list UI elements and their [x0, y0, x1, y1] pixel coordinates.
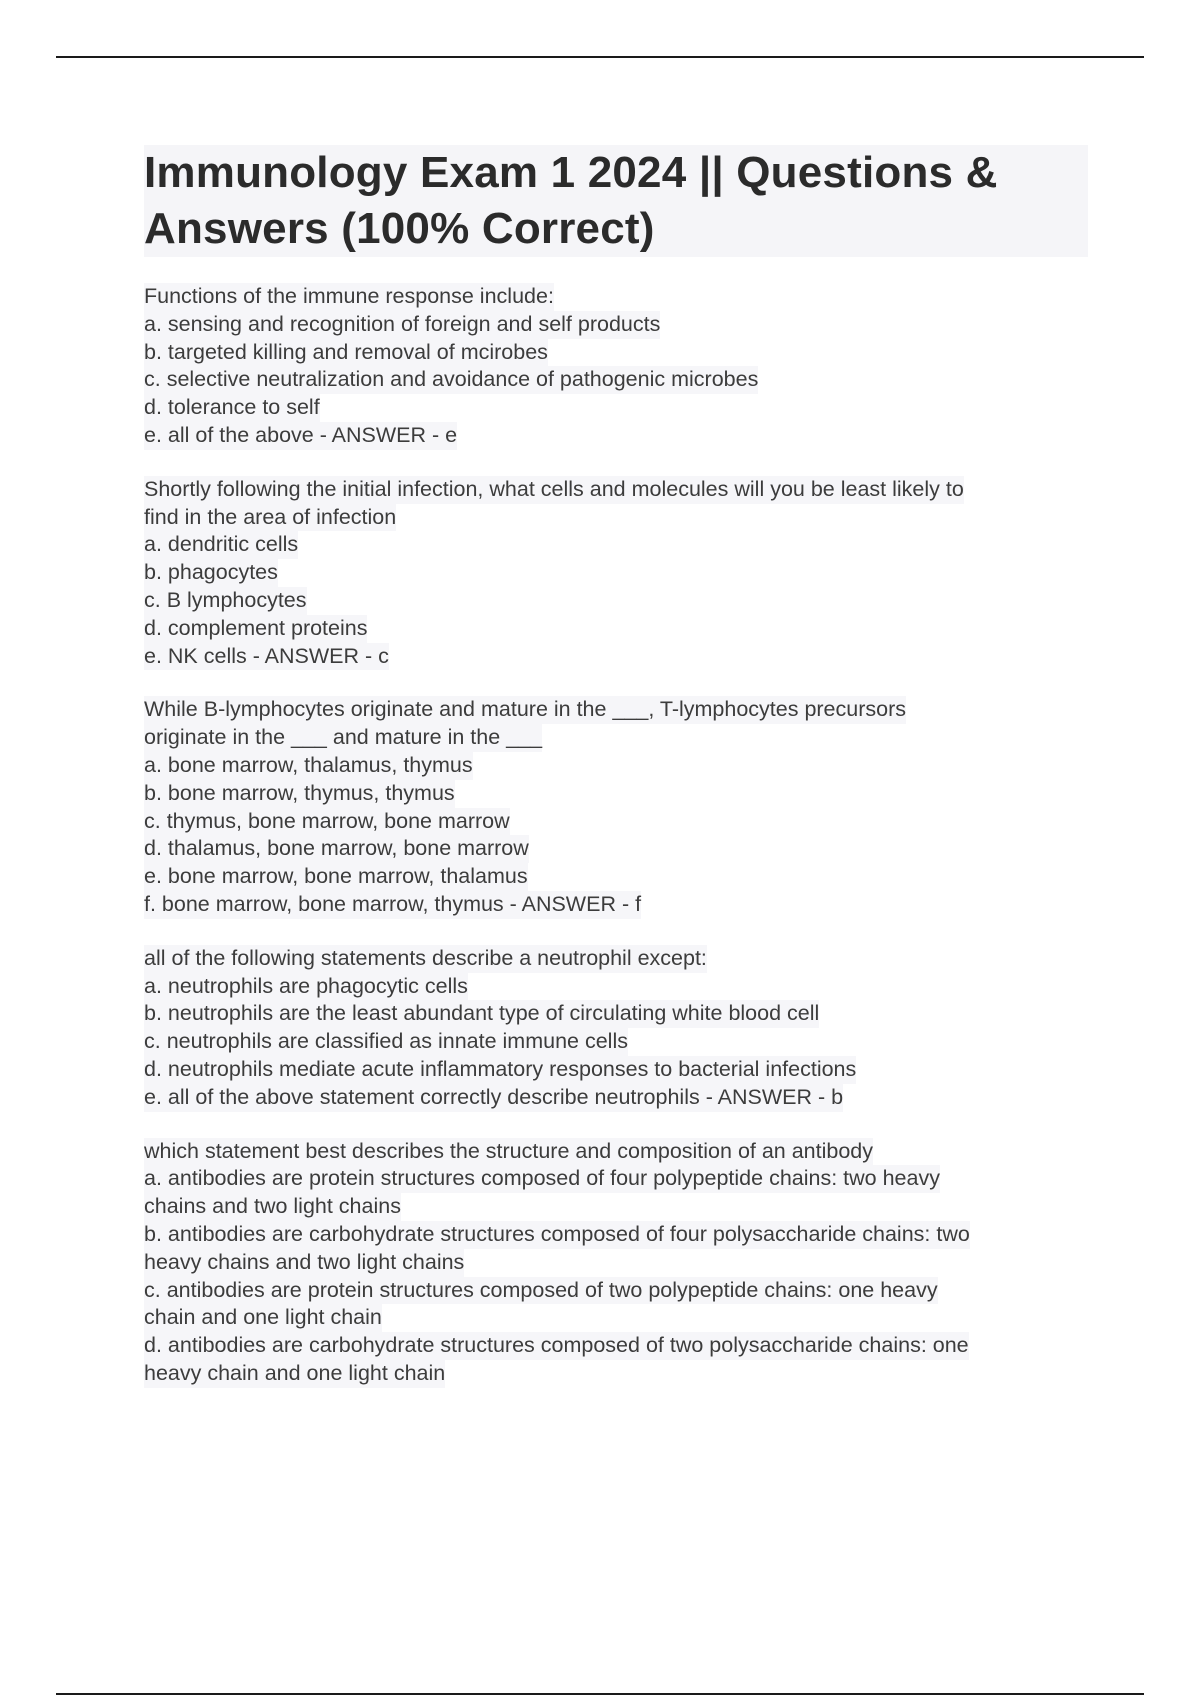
question-3-line-7: e. bone marrow, bone marrow, thalamus — [144, 863, 528, 891]
title-block — [144, 145, 1088, 257]
top-rule — [56, 56, 1144, 58]
question-1-line-3: b. targeted killing and removal of mcirobes — [144, 339, 548, 367]
question-3-line-8: f. bone marrow, bone marrow, thymus - ANSWER - f — [144, 891, 641, 919]
question-3-line-4: b. bone marrow, thymus, thymus — [144, 780, 455, 808]
question-3-line-5: c. thymus, bone marrow, bone marrow — [144, 808, 510, 836]
question-list — [144, 283, 1088, 1414]
question-2-line-1: Shortly following the initial infection, what cells and molecules will you be least likely to — [144, 476, 964, 504]
question-block-4 — [144, 945, 1088, 1112]
question-1-line-2: a. sensing and recognition of foreign and self products — [144, 311, 660, 339]
question-4-line-6: e. all of the above statement correctly describe neutrophils - ANSWER - b — [144, 1084, 843, 1112]
question-1-line-4: c. selective neutralization and avoidance of pathogenic microbes — [144, 366, 758, 394]
question-4-line-1: all of the following statements describe a neutrophil except: — [144, 945, 707, 973]
question-2-line-7: e. NK cells - ANSWER - c — [144, 643, 389, 671]
question-5-line-9: heavy chain and one light chain — [144, 1360, 445, 1388]
question-5-line-4: b. antibodies are carbohydrate structures composed of four polysaccharide chains: two — [144, 1221, 970, 1249]
question-block-2 — [144, 476, 1088, 671]
question-2-line-6: d. complement proteins — [144, 615, 367, 643]
question-4-line-4: c. neutrophils are classified as innate immune cells — [144, 1028, 628, 1056]
question-2-line-2: find in the area of infection — [144, 504, 396, 532]
question-2-line-5: c. B lymphocytes — [144, 587, 307, 615]
bottom-rule — [56, 1693, 1144, 1695]
question-1-line-1: Functions of the immune response include: — [144, 283, 554, 311]
question-block-1 — [144, 283, 1088, 450]
document-title: Immunology Exam 1 2024 || Questions & Answers (100% Correct) — [144, 148, 998, 253]
question-5-line-5: heavy chains and two light chains — [144, 1249, 464, 1277]
question-3-line-2: originate in the ___ and mature in the ___ — [144, 724, 542, 752]
question-1-line-5: d. tolerance to self — [144, 394, 320, 422]
question-2-line-4: b. phagocytes — [144, 559, 278, 587]
question-4-line-2: a. neutrophils are phagocytic cells — [144, 973, 468, 1001]
question-block-3 — [144, 696, 1088, 918]
question-4-line-3: b. neutrophils are the least abundant type of circulating white blood cell — [144, 1000, 819, 1028]
question-5-line-7: chain and one light chain — [144, 1304, 382, 1332]
question-4-line-5: d. neutrophils mediate acute inflammatory responses to bacterial infections — [144, 1056, 856, 1084]
question-3-line-6: d. thalamus, bone marrow, bone marrow — [144, 835, 529, 863]
question-5-line-3: chains and two light chains — [144, 1193, 401, 1221]
question-3-line-1: While B-lymphocytes originate and mature in the ___, T-lymphocytes precursors — [144, 696, 906, 724]
question-5-line-1: which statement best describes the structure and composition of an antibody — [144, 1138, 873, 1166]
question-2-line-3: a. dendritic cells — [144, 531, 298, 559]
question-5-line-8: d. antibodies are carbohydrate structures composed of two polysaccharide chains: one — [144, 1332, 969, 1360]
question-block-5 — [144, 1138, 1088, 1388]
question-5-line-2: a. antibodies are protein structures composed of four polypeptide chains: two heavy — [144, 1165, 940, 1193]
question-5-line-6: c. antibodies are protein structures composed of two polypeptide chains: one heavy — [144, 1277, 938, 1305]
question-3-line-3: a. bone marrow, thalamus, thymus — [144, 752, 473, 780]
question-1-line-6: e. all of the above - ANSWER - e — [144, 422, 457, 450]
